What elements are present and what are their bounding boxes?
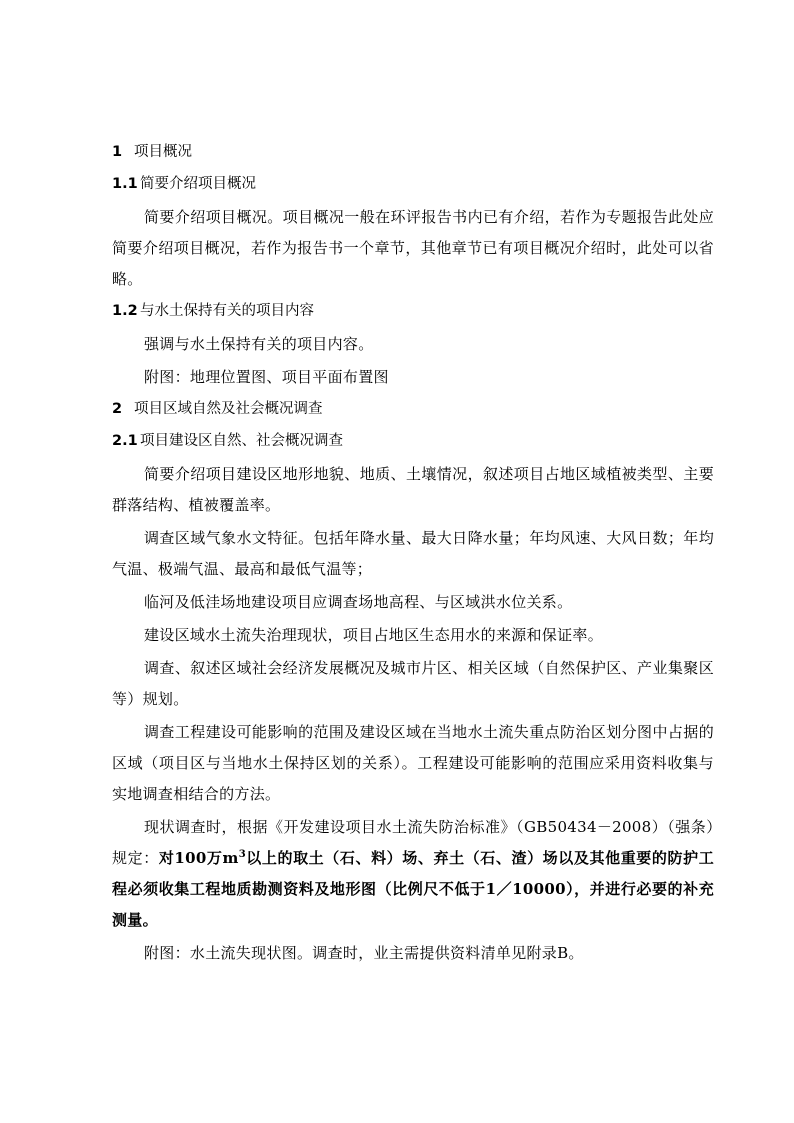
standard-lead-text: 现状调查时，根据《开发建设项目水土流失防治标准》（GB50434－2008）（强条）规定：: [112, 818, 714, 867]
heading-section-1-1: [112, 170, 714, 198]
heading-number: 1: [112, 144, 123, 160]
standard-bold-text-a: 对100万m: [158, 849, 239, 867]
heading-title: 与水土保持有关的项目内容: [140, 303, 314, 319]
paragraph-climate: 调查区域气象水文特征。包括年降水量、最大日降水量；年均风速、大风日数；年均气温、极端气温、最高和最低气温等；: [112, 529, 714, 578]
paragraph-flood-level: 临河及低洼场地建设项目应调查场地高程、与区域洪水位关系。: [144, 593, 573, 611]
standard-bold-text-b: 以上的取土（石、料）场、弃土（石、渣）场以及其他重要的防护工程必须收集工程地质勘测资料及地形图（比例尺不低于1／10000），并进行必要的补充测量。: [112, 849, 714, 929]
paragraph-soil-content: 强调与水土保持有关的项目内容。: [144, 335, 374, 353]
heading-number: 1.2: [112, 303, 138, 319]
heading-number: 2.1: [112, 433, 138, 449]
paragraph-attached-maps: 附图：地理位置图、项目平面布置图: [144, 368, 389, 386]
paragraph-erosion-status: 建设区域水土流失治理现状，项目占地区生态用水的来源和保证率。: [144, 626, 604, 644]
paragraph-status-map: 附图：水土流失现状图。调查时，业主需提供资料清单见附录B。: [144, 944, 584, 962]
heading-number: 2: [112, 401, 123, 417]
heading-section-1: [112, 138, 714, 166]
heading-title: 项目建设区自然、社会概况调查: [140, 433, 343, 449]
paragraph-terrain: 简要介绍项目建设区地形地貌、地质、土壤情况，叙述项目占地区域植被类型、主要群落结构、植被覆盖率。: [112, 465, 714, 514]
paragraph-impact-range: 调查工程建设可能影响的范围及建设区域在当地水土流失重点防治区划分图中占据的区域（项目区与当地水土保持区划的关系）。工程建设可能影响的范围应采用资料收集与实地调查相结合的方法。: [112, 723, 714, 803]
heading-title: 项目区域自然及社会概况调查: [134, 401, 323, 417]
paragraph-socioeconomic: 调查、叙述区域社会经济发展概况及城市片区、相关区域（自然保护区、产业集聚区等）规划。: [112, 659, 714, 708]
heading-section-2: [112, 395, 714, 423]
paragraph-survey-standard: [112, 812, 714, 936]
document-page: [112, 138, 714, 971]
heading-section-1-2: [112, 297, 714, 325]
heading-number: 1.1: [112, 176, 138, 192]
heading-section-2-1: [112, 427, 714, 455]
heading-title: 简要介绍项目概况: [140, 176, 256, 192]
heading-title: 项目概况: [134, 144, 192, 160]
superscript-three: 3: [238, 849, 246, 860]
paragraph-project-overview: 简要介绍项目概况。项目概况一般在环评报告书内已有介绍，若作为专题报告此处应简要介绍项目概况，若作为报告书一个章节，其他章节已有项目概况介绍时，此处可以省略。: [112, 208, 714, 288]
